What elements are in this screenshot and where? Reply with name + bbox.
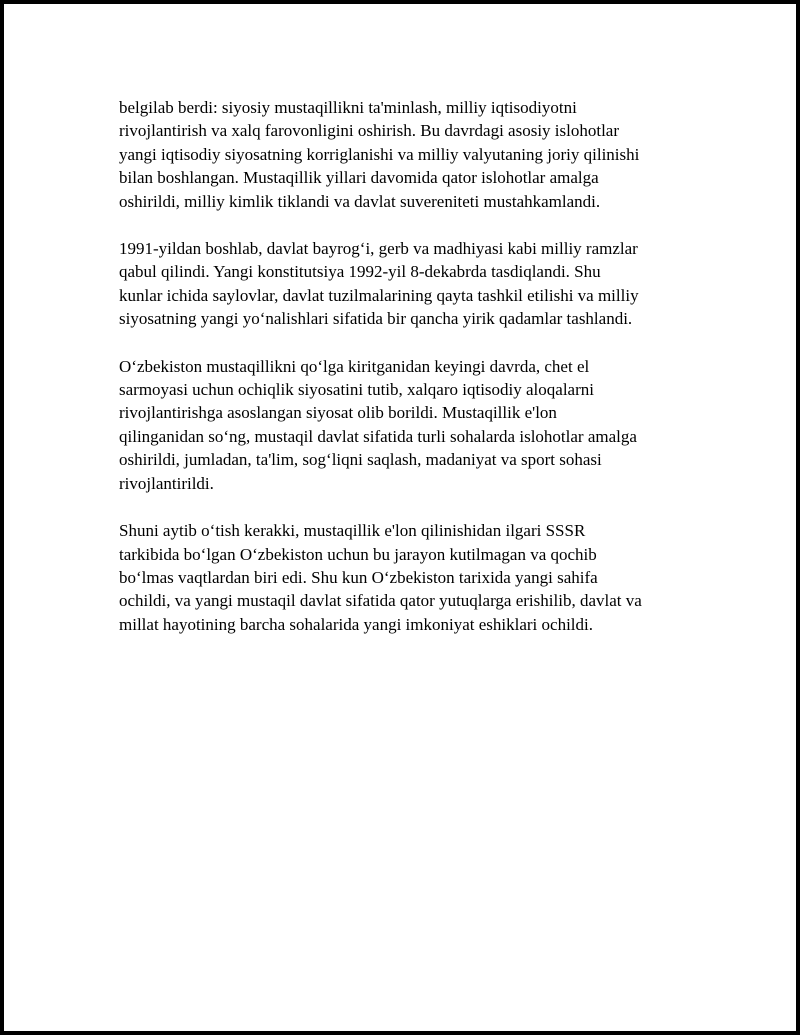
- text-line: siyosatning yangi yo‘nalishlari sifatida bir qancha yirik qadamlar tashlandi.: [119, 309, 633, 329]
- document-body: [119, 96, 719, 660]
- text-line: millat hayotining barcha sohalarida yangi imkoniyat eshiklari ochildi.: [119, 614, 593, 634]
- text-line: rivojlantirishga asoslangan siyosat olib borildi. Mustaqillik e'lon: [119, 403, 557, 423]
- text-line: qabul qilindi. Yangi konstitutsiya 1992-yil 8-dekabrda tasdiqlandi. Shu: [119, 262, 601, 282]
- text-line: sarmoyasi uchun ochiqlik siyosatini tutib, xalqaro iqtisodiy aloqalarni: [119, 380, 594, 400]
- text-line: kunlar ichida saylovlar, davlat tuzilmalarining qayta tashkil etilishi va milliy: [119, 285, 639, 305]
- text-line: belgilab berdi: siyosiy mustaqillikni ta'minlash, milliy iqtisodiyotni: [119, 98, 577, 117]
- text-line: bo‘lmas vaqtlardan biri edi. Shu kun O‘zbekiston tarixida yangi sahifa: [119, 567, 598, 587]
- text-line: ochildi, va yangi mustaqil davlat sifatida qator yutuqlarga erishilib, davlat va: [119, 591, 642, 611]
- paragraph-3: [119, 355, 719, 495]
- text-line: qilinganidan so‘ng, mustaqil davlat sifatida turli sohalarda islohotlar amalga: [119, 426, 637, 446]
- text-line: 1991-yildan boshlab, davlat bayrog‘i, gerb va madhiyasi kabi milliy ramzlar: [119, 239, 638, 259]
- text-line: Shuni aytib o‘tish kerakki, mustaqillik e'lon qilinishidan ilgari SSSR: [119, 521, 586, 541]
- paragraph-2: [119, 237, 719, 331]
- text-line: tarkibida bo‘lgan O‘zbekiston uchun bu jarayon kutilmagan va qochib: [119, 544, 597, 564]
- text-line: oshirildi, milliy kimlik tiklandi va davlat suvereniteti mustahkamlandi.: [119, 191, 601, 211]
- text-line: bilan boshlangan. Mustaqillik yillari davomida qator islohotlar amalga: [119, 168, 599, 188]
- paragraph-1: [119, 96, 719, 213]
- text-line: O‘zbekiston mustaqillikni qo‘lga kiritganidan keyingi davrda, chet el: [119, 356, 590, 376]
- text-line: rivojlantirish va xalq farovonligini oshirish. Bu davrdagi asosiy islohotlar: [119, 121, 620, 141]
- text-line: yangi iqtisodiy siyosatning korriglanishi va milliy valyutaning joriy qilinishi: [119, 144, 640, 164]
- text-line: oshirildi, jumladan, ta'lim, sog‘liqni saqlash, madaniyat va sport sohasi: [119, 450, 602, 470]
- text-line: rivojlantirildi.: [119, 473, 214, 493]
- paragraph-4: [119, 519, 719, 636]
